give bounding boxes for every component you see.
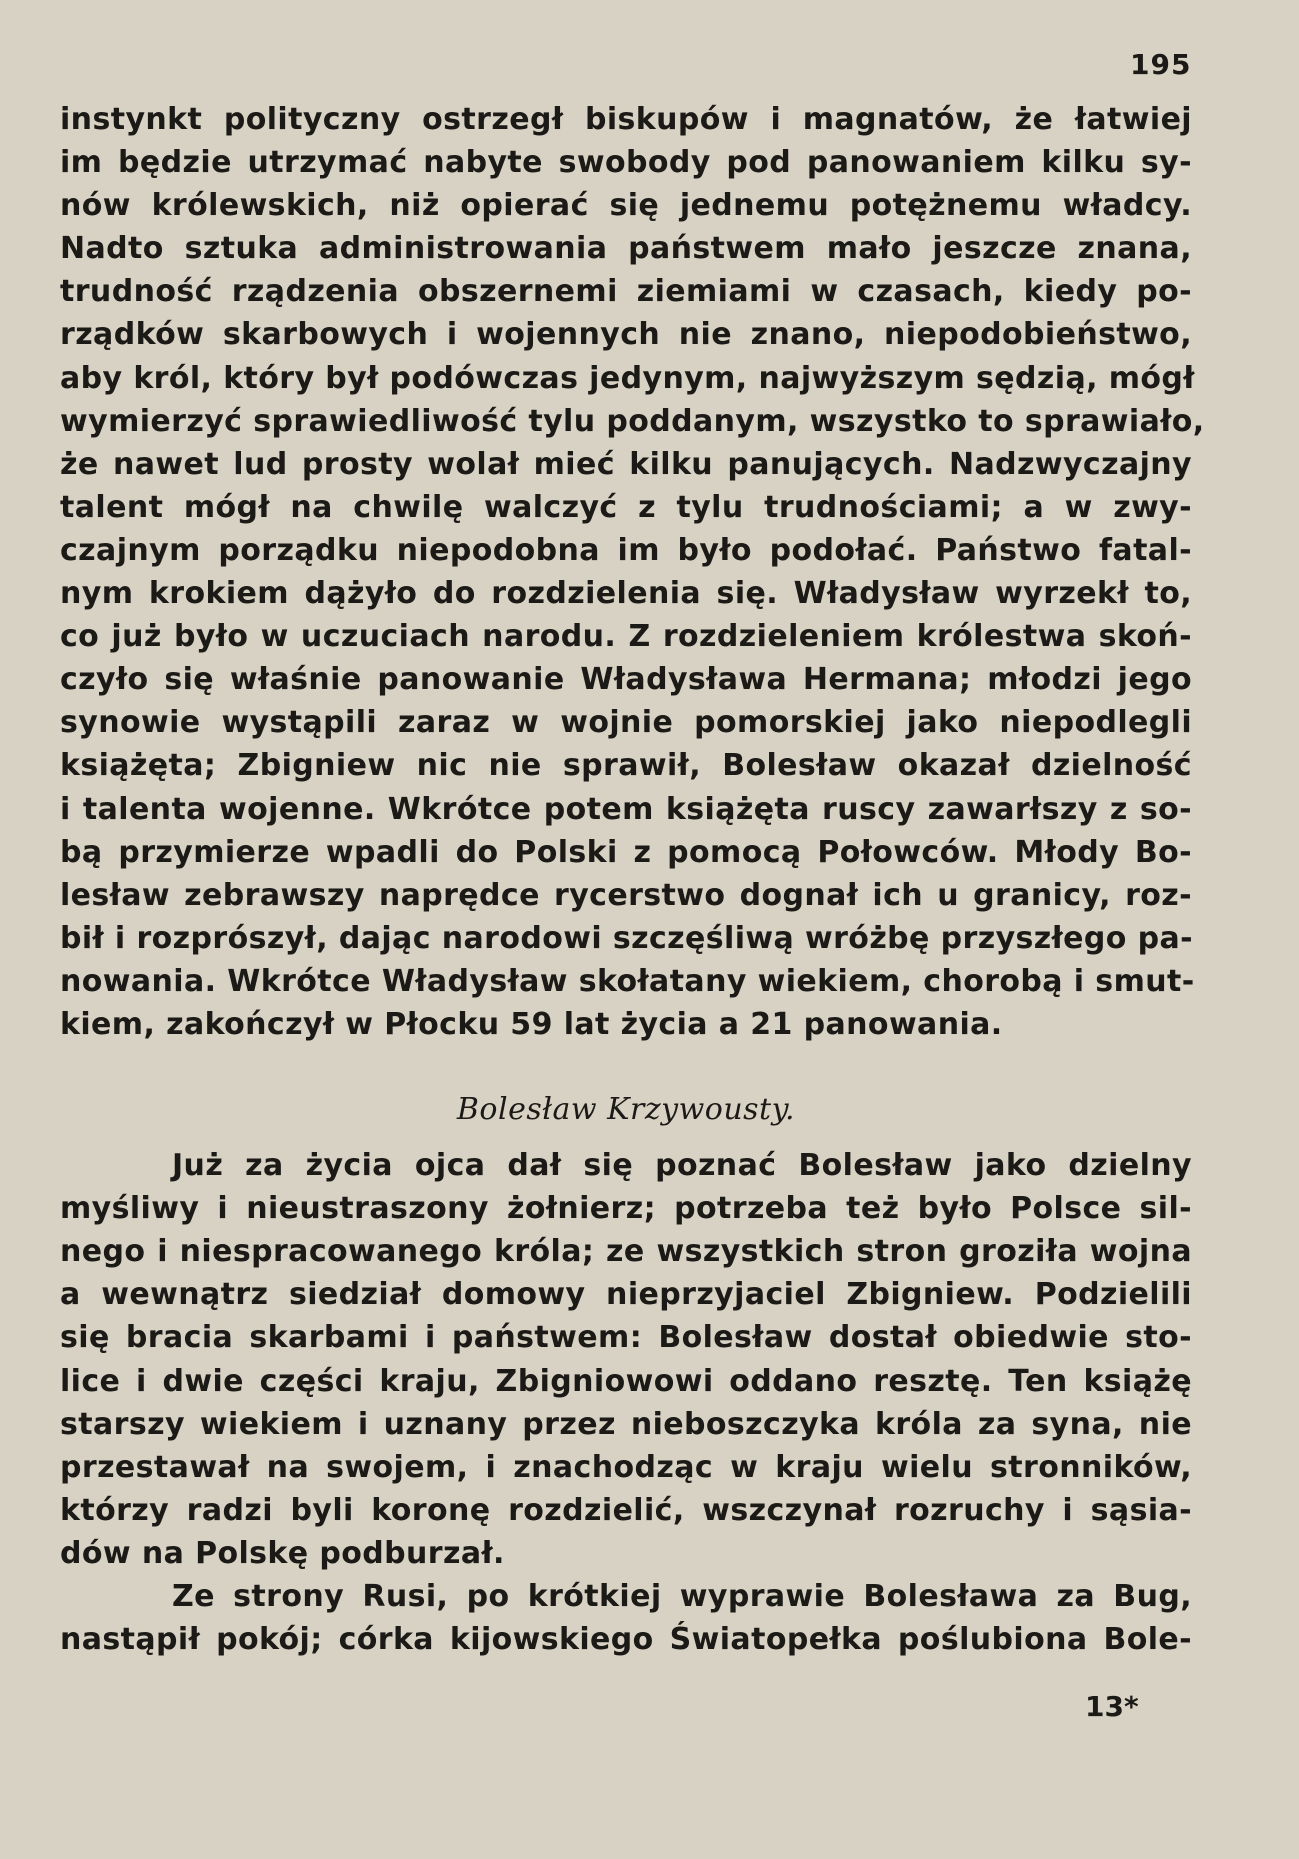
text-line: lesław zebrawszy naprędce rycerstwo dognał ich u granicy, roz- [60, 877, 1192, 913]
page-number: 195 [1130, 48, 1192, 81]
text-line: czajnym porządku niepodobna im było podołać. Państwo fatal- [60, 532, 1192, 568]
text-line: aby król, który był podówczas jedynym, najwyższym sędzią, mógł [60, 360, 1195, 396]
text-line: nów królewskich, niż opierać się jednemu potężnemu władcy. [60, 188, 1192, 224]
text-line: bą przymierze wpadli do Polski z pomocą Połowców. Młody Bo- [60, 834, 1192, 870]
text-line: synowie wystąpili zaraz w wojnie pomorskiej jako niepodlegli [60, 705, 1192, 741]
paragraph-3 [60, 1575, 1192, 1661]
text-line: nowania. Wkrótce Władysław skołatany wiekiem, chorobą i smut- [60, 963, 1195, 999]
text-line: talent mógł na chwilę walczyć z tylu trudnościami; a w zwy- [60, 489, 1192, 525]
text-line: nym krokiem dążyło do rozdzielenia się. Władysław wyrzekł to, [60, 576, 1192, 612]
text-line: bił i rozprószył, dając narodowi szczęśliwą wróżbę przyszłego pa- [60, 920, 1194, 956]
text-line: rządków skarbowych i wojennych nie znano, niepodobieństwo, [60, 317, 1192, 353]
text-line: wymierzyć sprawiedliwość tylu poddanym, wszystko to sprawiało, [60, 403, 1205, 439]
section-heading: Bolesław Krzywousty. [456, 1092, 796, 1128]
sheet-signature: 13* [1085, 1690, 1139, 1723]
paragraph-1 [60, 98, 1205, 1046]
text-line: Ze strony Rusi, po krótkiej wyprawie Bolesława za Bug, [172, 1579, 1192, 1614]
text-line: którzy radzi byli koronę rozdzielić, wszczynał rozruchy i sąsia- [60, 1492, 1192, 1528]
paragraph-2 [60, 1144, 1192, 1575]
text-line: i talenta wojenne. Wkrótce potem książęta ruscy zawarłszy z so- [60, 791, 1192, 827]
text-line: a wewnątrz siedział domowy nieprzyjaciel Zbigniew. Podzielili [60, 1277, 1192, 1313]
text-line: im będzie utrzymać nabyte swobody pod panowaniem kilku sy- [60, 145, 1192, 181]
text-line: starszy wiekiem i uznany przez nieboszczyka króla za syna, nie [60, 1406, 1192, 1442]
text-line: czyło się właśnie panowanie Władysława Hermana; młodzi jego [60, 662, 1192, 698]
text-line: dów na Polskę podburzał. [60, 1535, 505, 1571]
text-line: trudność rządzenia obszernemi ziemiami w czasach, kiedy po- [60, 274, 1192, 310]
text-line: kiem, zakończył w Płocku 59 lat życia a 21 panowania. [60, 1006, 1003, 1042]
text-line: że nawet lud prosty wolał mieć kilku panujących. Nadzwyczajny [60, 446, 1192, 482]
text-line: Nadto sztuka administrowania państwem mało jeszcze znana, [60, 231, 1192, 267]
text-line: myśliwy i nieustraszony żołnierz; potrzeba też było Polsce sil- [60, 1191, 1192, 1227]
text-line: co już było w uczuciach narodu. Z rozdzieleniem królestwa skoń- [60, 619, 1192, 655]
text-line: nego i niespracowanego króla; ze wszystkich stron groziła wojna [60, 1234, 1192, 1270]
text-line: nastąpił pokój; córka kijowskiego Światopełka poślubiona Bole- [60, 1622, 1192, 1658]
text-line: Już za życia ojca dał się poznać Bolesław jako dzielny [172, 1148, 1192, 1184]
text-line: przestawał na swojem, i znachodząc w kraju wielu stronników, [60, 1449, 1192, 1485]
text-line: książęta; Zbigniew nic nie sprawił, Bolesław okazał dzielność [60, 748, 1192, 784]
body-text [60, 98, 1205, 1661]
text-line: instynkt polityczny ostrzegł biskupów i magnatów, że łatwiej [60, 102, 1192, 137]
text-line: się bracia skarbami i państwem: Bolesław dostał obiedwie sto- [60, 1320, 1192, 1356]
text-line: lice i dwie części kraju, Zbigniowowi oddano resztę. Ten książę [60, 1363, 1192, 1399]
